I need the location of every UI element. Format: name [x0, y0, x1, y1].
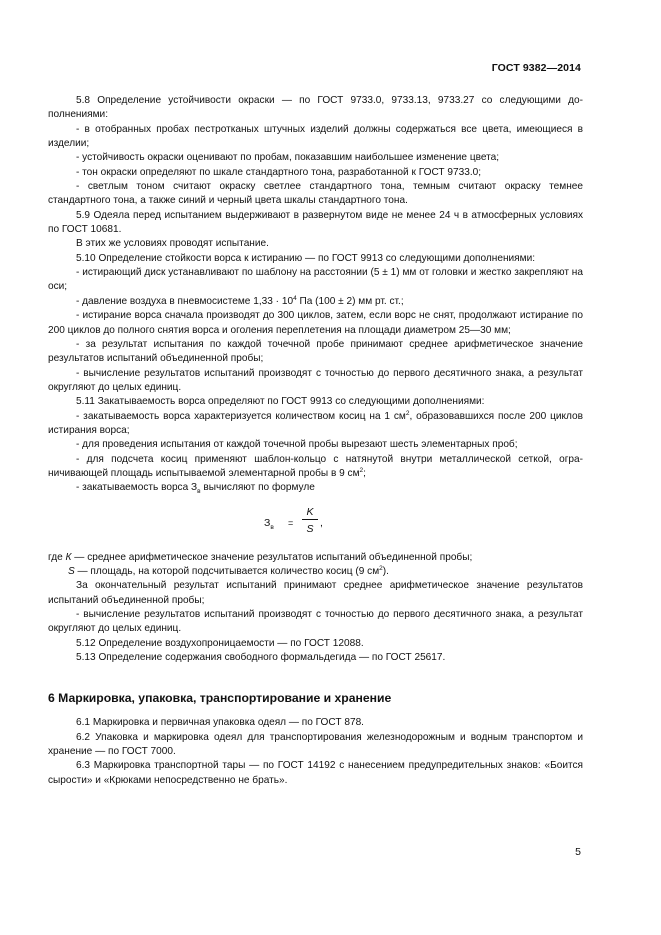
definition-k-text: — среднее арифметическое значение результатов испытаний объединенной пробы;	[71, 551, 473, 563]
formula-subscript: в	[270, 523, 274, 531]
clause-5-10-item: - истирающий диск устанавливают по шаблону на расстоянии (5 ± 1) мм от головки и жестко закрепляют на оси;	[48, 267, 583, 293]
exponent: 2	[379, 564, 383, 572]
clause-5-9-note: В этих же условиях проводят испытание.	[76, 238, 269, 250]
formula-symbol: З	[264, 516, 271, 529]
clause-5-8-item: - устойчивость окраски оценивают по пробам, показавшим наибольшее изменение цвета;	[76, 152, 500, 164]
clause-6-3: 6.3 Маркировка транспортной тары — по ГОСТ 14192 с нанесением предупредительных знаков: «Боится сырости» и «Крюками непосредственно не брать».	[48, 760, 583, 786]
definition-s	[48, 565, 583, 579]
formula-intro-end: вычисляют по формуле	[200, 482, 315, 494]
clause-5-11-item: - для проведения испытания от каждой точечной пробы вырезают шесть элементарных проб;	[76, 439, 518, 451]
clause-5-10: 5.10 Определение стойкости ворса к истиранию — по ГОСТ 9913 со следующими дополнениями:	[76, 252, 536, 264]
formula-lhs	[264, 516, 274, 530]
variable-s: S	[68, 565, 75, 577]
pressure-text: - давление воздуха в пневмосистеме 1,33 · 10	[76, 295, 294, 307]
rounding-paragraph: - вычисление результатов испытаний производят с точностью до первого десятичного знака, а результат округляют до целых единиц.	[48, 609, 583, 635]
clause-5-11-item	[48, 410, 583, 439]
variable-k: К	[65, 551, 72, 563]
document-code-header: ГОСТ 9382—2014	[491, 62, 581, 74]
clause-5-8-item: - в отобранных пробах пестротканых штучных изделий должны содержаться все цвета, имеющиеся в изделии;	[48, 123, 583, 150]
clause-5-12: 5.12 Определение воздухопроницаемости — по ГОСТ 12088.	[76, 637, 364, 649]
clause-5-10-item: - истирание ворса сначала производят до 300 циклов, затем, если ворс не снят, продолжают истирание по 200 циклов до полного снятия ворса и оголения переплетения на площади диаметром 25—30 мм;	[48, 310, 583, 336]
clause-5-10-item: - вычисление результатов испытаний производят с точностью до первого десятичного знака, а результат округляют до целых единиц.	[48, 367, 583, 393]
clause-5-13: 5.13 Определение содержания свободного формальдегида — по ГОСТ 25617.	[76, 652, 446, 664]
pressure-text-end: Па (100 ± 2) мм рт. ст.;	[296, 295, 404, 307]
clause-5-10-item	[48, 295, 583, 309]
page-number: 5	[575, 846, 581, 858]
pilling-text-end: , образовавшихся после 200 циклов истирания ворса;	[48, 410, 583, 436]
formula-equals: =	[288, 517, 294, 528]
formula-numerator: K	[306, 505, 314, 518]
definition-where: где	[48, 551, 66, 563]
formula-intro: - закатываемость ворса З	[76, 482, 198, 494]
subscript: в	[197, 488, 201, 496]
definition-k	[48, 551, 583, 565]
clause-5-8: 5.8 Определение устойчивости окраски — по ГОСТ 9733.0, 9733.13, 9733.27 со следующими дополнениями:	[48, 95, 583, 121]
clause-6-1: 6.1 Маркировка и первичная упаковка одеял — по ГОСТ 878.	[76, 717, 364, 729]
pilling-text: - закатываемость ворса характеризуется количеством косиц на 1 см	[76, 410, 406, 422]
formula-comma: ,	[320, 516, 323, 529]
formula-fraction	[302, 505, 318, 536]
formula-denominator: S	[306, 522, 314, 535]
clause-6-2: 6.2 Упаковка и маркировка одеял для транспортирования железнодорожным и водным транспортом и хранение — по ГОСТ 7000.	[48, 731, 583, 758]
clause-5-11-item	[48, 453, 583, 482]
clause-5-8-item: - светлым тоном считают окраску светлее стандартного тона, темным считают окраску темнее стандартного тона, а также синий и черный цвета шкалы стандартного тона.	[48, 181, 583, 207]
exponent: 2	[405, 409, 410, 417]
exponent: 4	[293, 294, 297, 302]
clause-5-11: 5.11 Закатываемость ворса определяют по ГОСТ 9913 со следующими дополнениями:	[76, 396, 485, 408]
section-6-title: 6 Маркировка, упаковка, транспортирование и хранение	[48, 691, 392, 706]
clause-5-9: 5.9 Одеяла перед испытанием выдерживают в развернутом виде не менее 24 ч в атмосферных условиях по ГОСТ 10681.	[48, 209, 583, 236]
clause-5-8-item: - тон окраски определяют по шкале стандартного тона, разработанной к ГОСТ 9733.0;	[76, 166, 482, 178]
template-text: - для подсчета косиц применяют шаблон-кольцо с натянутой внутри металлической сеткой, ограничивающей площадь испытываемой элементарной пробы в 9 см	[48, 453, 583, 479]
definition-s-text: — площадь, на которой подсчитывается количество косиц (9 см	[74, 565, 380, 577]
definition-s-end: ).	[382, 565, 389, 577]
clause-5-11-item	[48, 481, 583, 495]
document-body	[48, 94, 583, 788]
final-result-paragraph: За окончательный результат испытаний принимают среднее арифметическое значение результатов испытаний объединенной пробы;	[48, 580, 583, 606]
pilling-formula	[48, 500, 583, 548]
exponent: 2	[359, 466, 364, 474]
template-text-end: ;	[363, 467, 366, 479]
clause-5-10-item: - за результат испытания по каждой точечной пробе принимают среднее арифметическое значение результатов испытаний объединенной пробы;	[48, 338, 583, 365]
